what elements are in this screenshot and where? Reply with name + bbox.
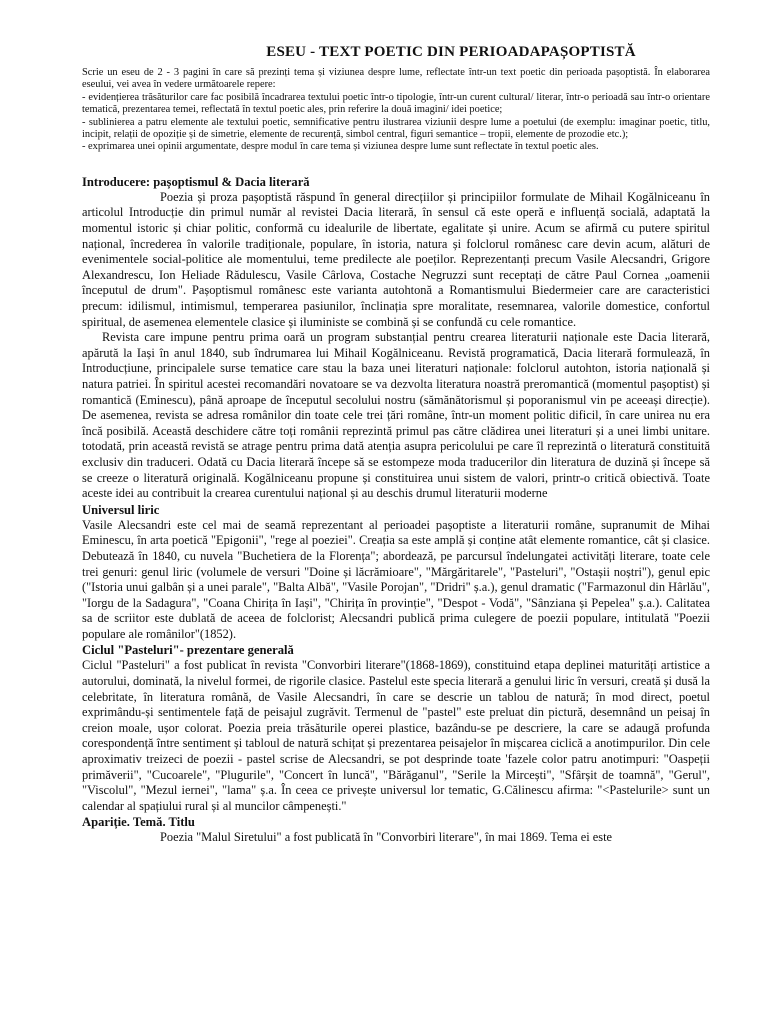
essay-instructions [82, 67, 710, 154]
document-page [82, 44, 710, 846]
spacer [82, 154, 710, 174]
instruction-item: - exprimarea unei opinii argumentate, despre modul în care tema și viziunea despre lume sunt reflectate în textul poetic ales. [82, 141, 599, 153]
instruction-intro: Scrie un eseu de 2 - 3 pagini în care să prezinți tema și viziunea despre lume, reflectate într-un text poetic din perioada pașoptistă. În elaborarea eseului, vei avea în vedere următoarele repere: [82, 67, 710, 91]
document-title: ESEU - TEXT POETIC DIN PERIOADAPAȘOPTISTĂ [266, 44, 636, 60]
section-heading-pasteluri: Ciclul "Pasteluri"- prezentare generală [82, 643, 294, 658]
paragraph-pasteluri: Ciclul "Pasteluri" a fost publicat în revista "Convorbiri literare"(1868-1869), constituind etapa deplinei maturități artistice a autorului, dominată, la nivelul formei, de rigorile clasice. Pastelul este specia literară a genului liric în versuri, creată și dusă la celebritate, în literatura română, de Vasile Alecsandri, în care se descrie un tablou de natură; în mod direct, poetul exprimându-și sentimentele față de peisajul zugrăvit. Termenul de "pastel" este preluat din pictură, desemnând un peisaj în creion moale, ușor colorat. Poezia preia trăsăturile operei plastice, bazându-se pe descriere, la care se adaugă profunda corespondență între sentiment și tabloul de natură schițat și prezentarea peisajelor în mișcarea ciclică a anotimpurilor. Din cele aproximativ treizeci de poezii - pastel scrise de Alecsandri, se pot desprinde toate 'fazele color patru anotimpuri: "Oaspeții primăverii", "Cucoarele", "Plugurile", "Concert în luncă", "Bărăganul", "Serile la Mircești", "Sfârșit de toamnă", "Gerul", "Viscolul", "Mezul iernei", "lama" ș.a. În ceea ce privește universul lor tematic, G.Călinescu afirma: "<Pastelurile> sunt un calendar al spațiului rural și al muncilor câmpenești." [82, 658, 710, 813]
section-heading-aparitie: Apariție. Temă. Titlu [82, 815, 195, 830]
instruction-item: - evidențierea trăsăturilor care fac posibilă încadrarea textului poetic într-o tipologie, într-un curent cultural/ literar, într-o perioadă sau într-o orientare tematică, prezentarea temei, reflectată în textul poetic ales, prin referire la două imagini/ idei poetice; [82, 91, 710, 116]
section-heading-introducere: Introducere: pașoptismul & Dacia literară [82, 174, 310, 189]
paragraph-malul-siretului: Poezia "Malul Siretului" a fost publicată în "Convorbiri literare", în mai 1869. Tema ei este [160, 830, 613, 845]
paragraph-dacia-literara: Revista care impune pentru prima oară un program substanțial pentru crearea literaturii naționale este Dacia literară, apărută la Iași în anul 1840, sub îndrumarea lui Mihail Kogălniceanu. Revistă programatică, Dacia literară formulează, în Introducțiune, principalele surse tematice care stau la baza unei literaturi naționale: folclorul autohton, istoria națională și natura patriei. În spiritul acestei recomandări novatoare se va dezvolta literatura noastră preromantică (momentul pașoptist) și romantică (Eminescu), până aproape de începutul secolului nostru (sămănătorismul și poporanismul vin pe aceeași direcție). De asemenea, revista se adresa românilor din toate cele trei țări române, într-un moment politic dificil, în care unirea nu era încă posibilă. Această deschidere către toți românii reprezintă primul pas către clădirea unei literaturi și a unei limbi unitare. totodată, prin această revistă se atrage pentru prima dată atenția asupra pericolului pe care îl reprezintă o literatură constituită exclusiv din traduceri. Odată cu Dacia literară începe să se estompeze moda traducerilor din literatura de duzină și începe să se creeze o literatură originală. Kogălniceanu propune și constituirea unui sistem de valori, printr-o critică obiectivă. Toate aceste idei au contribuit la crearea curentului național și au deschis drumul literaturii moderne [82, 330, 710, 501]
paragraph-alecsandri: Vasile Alecsandri este cel mai de seamă reprezentant al perioadei pașoptiste a literaturii române, supranumit de Mihai Eminescu, în arta poetică "Epigonii", "rege al poeziei". Creația sa este amplă și conține atât elemente romantice, cât și clasice. Debutează în 1840, cu nuvela "Buchetiera de la Florența"; abordează, pe parcursul îndelungatei activități literare, toate cele trei genuri: genul liric (volumele de versuri "Doine și lăcrămioare", "Mărgăritarele", "Pasteluri", "Ostașii noștri"), genul epic ("Istoria unui galbân și a unei parale", "Balta Albă", "Vasile Porojan", "Dridri" ș.a.), genul dramatic ("Farmazonul din Hârlău", "Iorgu de la Sadagura", "Coana Chirița în Iași", "Chirița în provinție", "Despot - Vodă", "Sânziana și Pepelea" ș.a.). Calitatea sa de scriitor este dublată de aceea de folclorist; Alecsandri publică prima culegere de poezii populare, intitulată "Poezii populare ale românilor"(1852). [82, 517, 710, 641]
instruction-item: - sublinierea a patru elemente ale textului poetic, semnificative pentru ilustrarea viziunii despre lume a poetului (de exemplu: imaginar poetic, titlu, incipit, relații de opoziție și de simetrie, elemente de recurență, simbol central, figuri semantice – tropii, elemente de prozodie etc.); [82, 116, 710, 141]
section-heading-universul-liric: Universul liric [82, 502, 160, 517]
paragraph-pasoptism: Poezia și proza pașoptistă răspund în general direcțiilor și principiilor formulate de Mihail Kogălniceanu în articolul Introducție din primul număr al revistei Dacia literară, în sensul că este operă e influență socială, adaptată la momentul istoric și chiar politic, conformă cu idealurile de libertate, egalitate și unire. Acum se afirmă cu putere spiritul național, încrederea în valorile tradiționale, populare, în istoria, natura și folclorul românesc care devin acum, alături de evenimentele social-politice ale momentului, teme predilecte ale poeților. Reprezentanți precum Vasile Alecsandri, Grigore Alexandrescu, Ion Heliade Rădulescu, Vasile Cârlova, Costache Negruzzi sunt receptați de către Paul Cornea „oamenii începutul de drum". Pașoptismul românesc este varianta autohtonă a Romantismului Biedermeier care are caracteristici precum: idilismul, intimismul, temperarea pasiunilor, înclinația spre moralitate, resemnarea, valorile domestice, confortul spiritual, de asemenea elementele clasice și iluministe se combină și se confundă cu cele romantice. [82, 189, 710, 329]
